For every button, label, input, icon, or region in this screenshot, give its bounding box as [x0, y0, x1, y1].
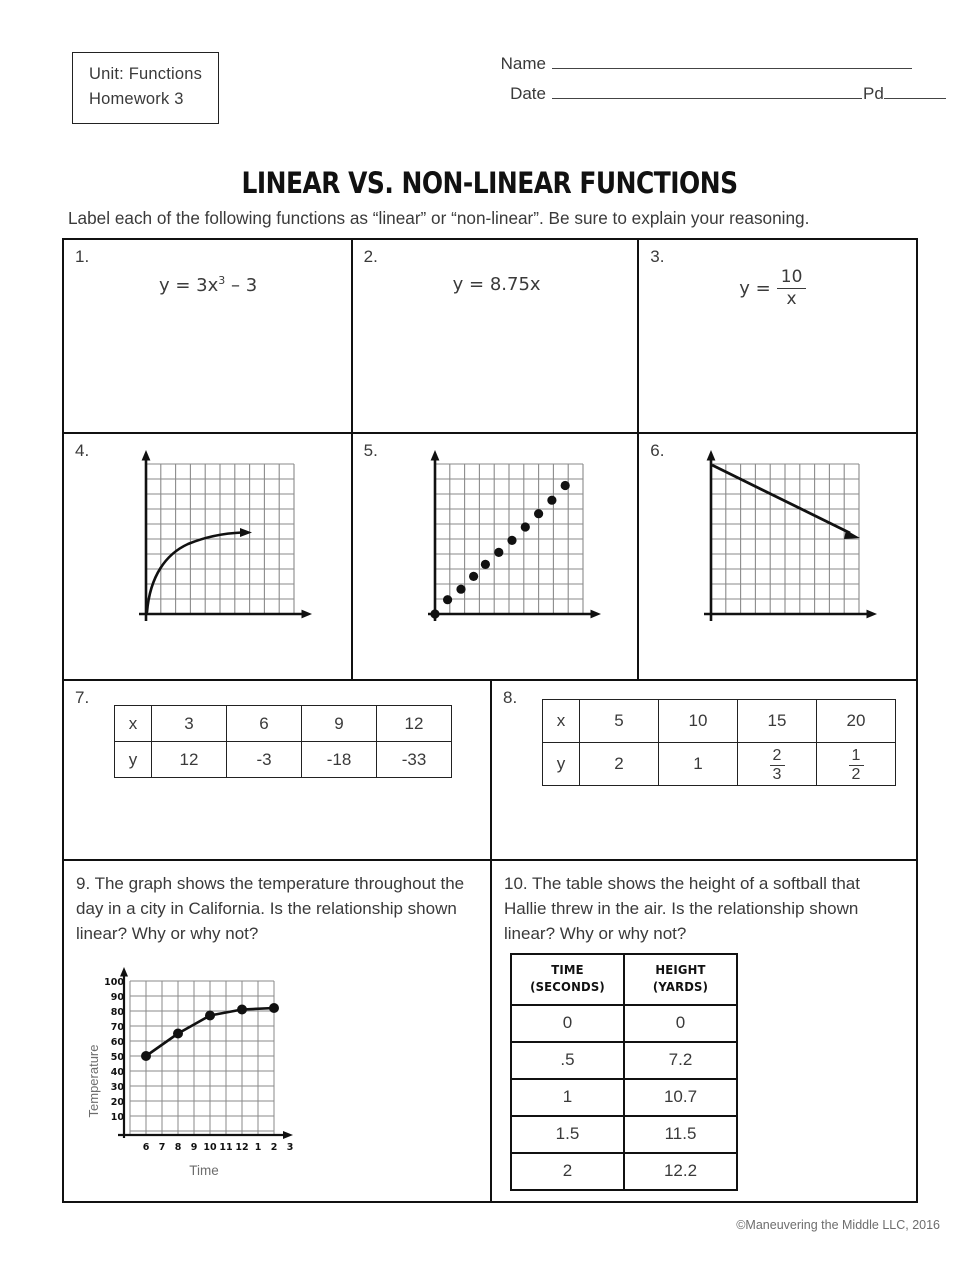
svg-text:9: 9 — [190, 1142, 198, 1153]
svg-text:1: 1 — [254, 1142, 262, 1153]
problem-2-number: 2. — [363, 247, 378, 266]
x-value-cell: 12 — [377, 706, 452, 742]
time-cell: 2 — [511, 1153, 624, 1190]
svg-text:40: 40 — [110, 1067, 124, 1078]
height-cell: 7.2 — [624, 1042, 737, 1079]
problem-8-cell — [492, 681, 916, 859]
problem-9-text: 9. The graph shows the temperature throughout the day in a city in California. Is the relationship shown linear? Why or why not? — [76, 874, 465, 944]
problem-4-number: 4. — [75, 441, 90, 460]
problem-3-cell — [639, 240, 916, 432]
fraction-denominator: 2 — [849, 765, 864, 784]
pd-input-line[interactable] — [884, 85, 946, 99]
equation-exponent: 3 — [218, 274, 226, 287]
problem-10-text: 10. The table shows the height of a softball that Hallie threw in the air. Is the relationship shown linear? Why or why not? — [504, 874, 860, 944]
name-row — [500, 54, 946, 74]
x-value-cell: 9 — [302, 706, 377, 742]
svg-text:7: 7 — [158, 1142, 166, 1153]
time-header-line2: (SECONDS) — [530, 978, 605, 994]
problem-10-cell — [492, 861, 916, 1201]
svg-text:60: 60 — [110, 1037, 124, 1048]
problem-2-equation: y = 8.75x — [452, 274, 541, 295]
svg-text:12: 12 — [235, 1142, 249, 1153]
x-value-cell: 3 — [152, 706, 227, 742]
y-value-fraction-cell — [817, 743, 896, 786]
time-cell: .5 — [511, 1042, 624, 1079]
copyright-footer: ©Maneuvering the Middle LLC, 2016 — [736, 1218, 940, 1232]
height-header-line1: HEIGHT — [655, 962, 706, 977]
time-cell: 1 — [511, 1079, 624, 1116]
equation-lhs: y = — [739, 278, 771, 300]
y-value-cell: 1 — [659, 743, 738, 786]
y-value-cell: -33 — [377, 742, 452, 778]
svg-text:90: 90 — [110, 992, 124, 1003]
time-cell: 0 — [511, 1005, 624, 1042]
svg-text:70: 70 — [110, 1022, 124, 1033]
fraction-denominator: x — [777, 288, 807, 309]
svg-text:6: 6 — [142, 1142, 150, 1153]
table-row — [115, 742, 452, 778]
name-date-block — [500, 54, 946, 114]
problem-8-table — [542, 699, 896, 786]
date-row — [500, 84, 946, 104]
table-row — [511, 1042, 737, 1079]
y-value-cell: -3 — [227, 742, 302, 778]
y-value-cell: 2 — [580, 743, 659, 786]
height-cell: 12.2 — [624, 1153, 737, 1190]
svg-text:3: 3 — [286, 1142, 294, 1153]
problem-5-graph — [415, 446, 605, 641]
table-row — [543, 743, 896, 786]
table-header-row — [511, 954, 737, 1005]
x-value-cell: 20 — [817, 700, 896, 743]
problem-5-number: 5. — [363, 441, 378, 460]
page-header — [0, 52, 979, 122]
x-label-cell: x — [115, 706, 152, 742]
table-row — [543, 700, 896, 743]
time-cell: 1.5 — [511, 1116, 624, 1153]
svg-text:100: 100 — [104, 977, 124, 988]
grid-row-2 — [64, 434, 916, 681]
instructions-text: Label each of the following functions as “linear” or “non-linear”. Be sure to explain your reasoning. — [68, 208, 810, 228]
problem-8-number: 8. — [503, 688, 518, 707]
problem-3-equation — [739, 268, 806, 309]
table-row — [511, 1005, 737, 1042]
y-value-cell: -18 — [302, 742, 377, 778]
problem-6-cell — [639, 434, 916, 679]
svg-text:10: 10 — [203, 1142, 217, 1153]
table-row — [511, 1153, 737, 1190]
name-input-line[interactable] — [552, 55, 912, 69]
y-value-fraction-cell — [738, 743, 817, 786]
problem-1-equation — [159, 274, 257, 296]
problem-3-number: 3. — [650, 247, 665, 266]
fraction-numerator: 2 — [772, 746, 782, 764]
x-value-cell: 6 — [227, 706, 302, 742]
problem-7-table — [114, 705, 452, 778]
problem-10-table — [510, 953, 738, 1191]
problem-9-graph — [82, 963, 332, 1193]
date-label: Date — [510, 84, 546, 103]
homework-line: Homework 3 — [89, 89, 184, 108]
grid-row-4 — [64, 861, 916, 1201]
fraction-numerator: 1 — [851, 746, 861, 764]
x-value-cell: 15 — [738, 700, 817, 743]
problem-grid — [62, 238, 918, 1203]
problem-1-cell — [64, 240, 353, 432]
problem-5-cell — [353, 434, 640, 679]
problem-2-cell — [353, 240, 640, 432]
problem-4-cell — [64, 434, 353, 679]
x-label-cell: x — [543, 700, 580, 743]
height-column-header — [628, 954, 733, 1005]
svg-text:2: 2 — [270, 1142, 278, 1153]
fraction — [770, 748, 785, 784]
page-title: LINEAR VS. NON-LINEAR FUNCTIONS — [241, 166, 738, 200]
time-header-line1: TIME — [551, 962, 584, 977]
grid-row-1 — [64, 240, 916, 434]
svg-text:30: 30 — [110, 1082, 124, 1093]
svg-text:10: 10 — [110, 1112, 124, 1123]
height-header-line2: (YARDS) — [652, 978, 709, 994]
svg-text:80: 80 — [110, 1007, 124, 1018]
x-value-cell: 5 — [580, 700, 659, 743]
grid-row-3 — [64, 681, 916, 861]
problem-1-number: 1. — [75, 247, 90, 266]
fraction — [849, 748, 864, 784]
x-value-cell: 10 — [659, 700, 738, 743]
problem-7-cell — [64, 681, 492, 859]
problem-4-graph — [126, 446, 316, 641]
problem-9-cell — [64, 861, 492, 1201]
problem-7-number: 7. — [75, 688, 90, 707]
unit-line: Unit: Functions — [89, 65, 203, 83]
svg-text:50: 50 — [110, 1052, 124, 1063]
svg-text:20: 20 — [110, 1097, 124, 1108]
table-row — [511, 1079, 737, 1116]
problem-6-number: 6. — [650, 441, 665, 460]
table-row — [115, 706, 452, 742]
y-value-cell: 12 — [152, 742, 227, 778]
equation-base: y = 3x — [159, 275, 219, 296]
pd-label: Pd — [863, 84, 884, 103]
y-label-cell: y — [115, 742, 152, 778]
svg-text:Time: Time — [189, 1163, 219, 1178]
svg-text:Temperature: Temperature — [86, 1044, 101, 1118]
table-row — [511, 1116, 737, 1153]
fraction — [777, 268, 807, 309]
unit-box — [72, 52, 219, 124]
y-label-cell: y — [543, 743, 580, 786]
svg-text:8: 8 — [174, 1142, 182, 1153]
date-input-line[interactable] — [552, 85, 862, 99]
height-cell: 10.7 — [624, 1079, 737, 1116]
fraction-numerator: 10 — [780, 267, 803, 287]
height-cell: 11.5 — [624, 1116, 737, 1153]
equation-tail: – 3 — [225, 275, 258, 296]
time-column-header — [515, 954, 620, 1005]
problem-6-graph — [691, 446, 881, 641]
name-label: Name — [500, 54, 546, 73]
fraction-denominator: 3 — [770, 765, 785, 784]
height-cell: 0 — [624, 1005, 737, 1042]
svg-text:11: 11 — [219, 1142, 233, 1153]
